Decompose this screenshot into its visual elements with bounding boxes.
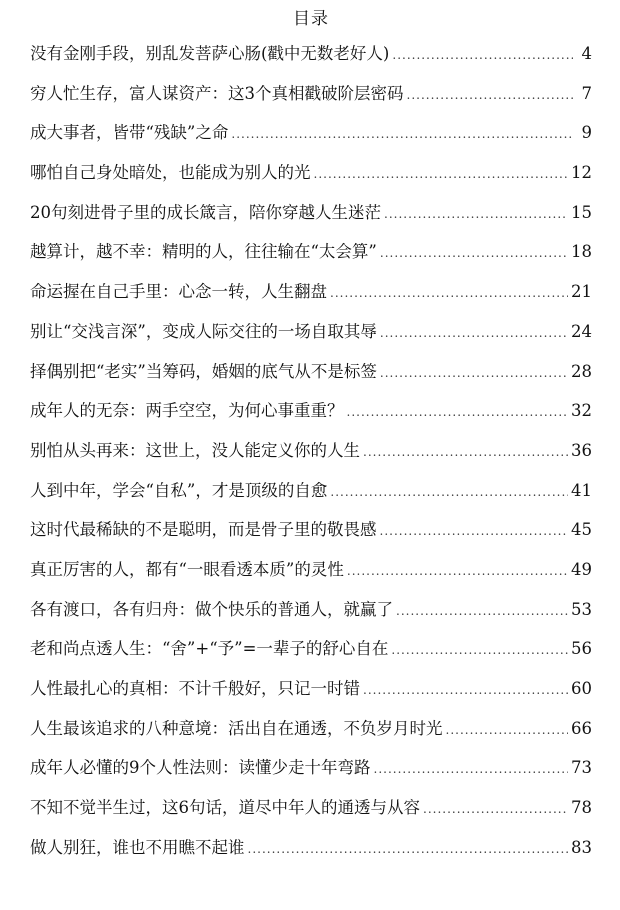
toc-entry-page-number: 9 xyxy=(581,123,592,143)
toc-leader-dots xyxy=(392,48,573,62)
toc-entry-title: 别怕从头再来：这世上，没人能定义你的人生 xyxy=(30,440,360,460)
toc-leader-dots xyxy=(380,326,568,340)
toc-entry-title: 成大事者，皆带“残缺”之命 xyxy=(30,123,229,143)
toc-entry-page-number: 53 xyxy=(571,599,592,619)
toc-leader-dots xyxy=(380,524,569,538)
toc-entry-title: 人生最该追求的八种意境：活出自在通透，不负岁月时光 xyxy=(30,718,443,738)
toc-entry-title: 做人别狂，谁也不用瞧不起谁 xyxy=(30,837,245,857)
toc-entry-title: 择偶别把“老实”当筹码，婚姻的底气从不是标签 xyxy=(30,361,377,381)
toc-entry-title: 成年人必懂的9个人性法则：读懂少走十年弯路 xyxy=(30,758,371,778)
toc-entry[interactable] xyxy=(30,754,592,794)
toc-entry-title: 穷人忙生存，富人谋资产：这3个真相戳破阶层密码 xyxy=(30,83,404,103)
toc-leader-dots xyxy=(363,445,568,459)
toc-leader-dots xyxy=(363,683,568,697)
toc-leader-dots xyxy=(423,802,568,816)
toc-leader-dots xyxy=(391,643,568,657)
toc-entry[interactable] xyxy=(30,199,592,239)
toc-leader-dots xyxy=(446,723,569,737)
toc-entry-page-number: 49 xyxy=(571,559,592,579)
toc-entry[interactable] xyxy=(30,119,592,159)
toc-entry[interactable] xyxy=(30,596,592,636)
toc-entry-page-number: 32 xyxy=(571,401,592,421)
toc-entry-title: 老和尚点透人生：“舍”+“予”=一辈子的舒心自在 xyxy=(30,639,389,659)
toc-entry[interactable] xyxy=(30,397,592,437)
toc-entry-page-number: 15 xyxy=(571,202,592,222)
toc-leader-dots xyxy=(380,366,568,380)
toc-entry-title: 没有金刚手段，别乱发菩萨心肠(戳中无数老好人) xyxy=(30,44,390,63)
toc-entry-page-number: 73 xyxy=(571,758,592,778)
toc-entry-title: 这时代最稀缺的不是聪明，而是骨子里的敬畏感 xyxy=(30,520,377,540)
toc-entry-page-number: 56 xyxy=(571,639,592,659)
toc-title: 目录 xyxy=(293,9,329,29)
toc-entry[interactable] xyxy=(30,516,592,556)
toc-leader-dots xyxy=(407,88,574,102)
toc-entry-page-number: 36 xyxy=(571,440,592,460)
toc-entry[interactable] xyxy=(30,358,592,398)
toc-entry-title: 命运握在自己手里：心念一转，人生翻盘 xyxy=(30,282,327,302)
toc-entry[interactable] xyxy=(30,794,592,834)
toc-entry-title: 越算计，越不幸：精明的人，往往输在“太会算” xyxy=(30,242,377,262)
toc-entry[interactable] xyxy=(30,437,592,477)
toc-entry-title: 哪怕自己身处暗处，也能成为别人的光 xyxy=(30,163,311,183)
toc-entry-page-number: 4 xyxy=(581,44,592,63)
toc-entry-page-number: 7 xyxy=(581,83,592,103)
toc-entry-page-number: 78 xyxy=(571,798,592,818)
toc-entry[interactable] xyxy=(30,159,592,199)
toc-entry[interactable] xyxy=(30,318,592,358)
toc-entry-page-number: 12 xyxy=(571,163,592,183)
toc-entry[interactable] xyxy=(30,238,592,278)
toc-leader-dots xyxy=(384,207,568,221)
toc-entry[interactable] xyxy=(30,278,592,318)
toc-entry-title: 真正厉害的人，都有“一眼看透本质”的灵性 xyxy=(30,559,344,579)
toc-entry-page-number: 45 xyxy=(571,520,592,540)
toc-leader-dots xyxy=(374,762,569,776)
toc-leader-dots xyxy=(314,167,569,181)
toc-entry[interactable] xyxy=(30,80,592,120)
toc-leader-dots xyxy=(347,564,568,578)
toc-leader-dots xyxy=(347,405,569,419)
toc-entry-title: 别让“交浅言深”，变成人际交往的一场自取其辱 xyxy=(30,321,377,341)
toc-leader-dots xyxy=(380,246,568,260)
toc-entry-page-number: 24 xyxy=(571,321,592,341)
toc-entry-page-number: 60 xyxy=(571,679,592,698)
toc-entry[interactable] xyxy=(30,477,592,517)
toc-entry[interactable] xyxy=(30,715,592,755)
toc-entry[interactable] xyxy=(30,40,592,80)
toc-entry-page-number: 21 xyxy=(571,282,592,302)
toc-leader-dots xyxy=(231,127,573,141)
toc-entry-page-number: 66 xyxy=(571,718,592,738)
toc-leader-dots xyxy=(330,286,568,300)
toc-entry-title: 成年人的无奈：两手空空，为何心事重重？ xyxy=(30,401,344,421)
toc-entry[interactable] xyxy=(30,635,592,675)
toc-entry-title: 20句刻进骨子里的成长箴言，陪你穿越人生迷茫 xyxy=(30,202,381,222)
toc-list xyxy=(30,40,592,873)
toc-leader-dots xyxy=(396,604,568,618)
toc-entry-page-number: 41 xyxy=(571,480,592,500)
toc-entry-title: 人到中年，学会“自私”，才是顶级的自愈 xyxy=(30,480,328,500)
toc-leader-dots xyxy=(248,842,569,856)
toc-entry[interactable] xyxy=(30,675,592,715)
toc-entry-page-number: 28 xyxy=(571,361,592,381)
toc-leader-dots xyxy=(330,485,568,499)
toc-entry[interactable] xyxy=(30,556,592,596)
toc-entry-title: 不知不觉半生过，这6句话，道尽中年人的通透与从容 xyxy=(30,798,420,818)
toc-entry-page-number: 18 xyxy=(571,242,592,262)
toc-entry[interactable] xyxy=(30,834,592,874)
toc-entry-title: 各有渡口，各有归舟：做个快乐的普通人，就赢了 xyxy=(30,599,393,619)
toc-entry-title: 人性最扎心的真相：不计千般好，只记一时错 xyxy=(30,679,360,698)
toc-entry-page-number: 83 xyxy=(571,837,592,857)
